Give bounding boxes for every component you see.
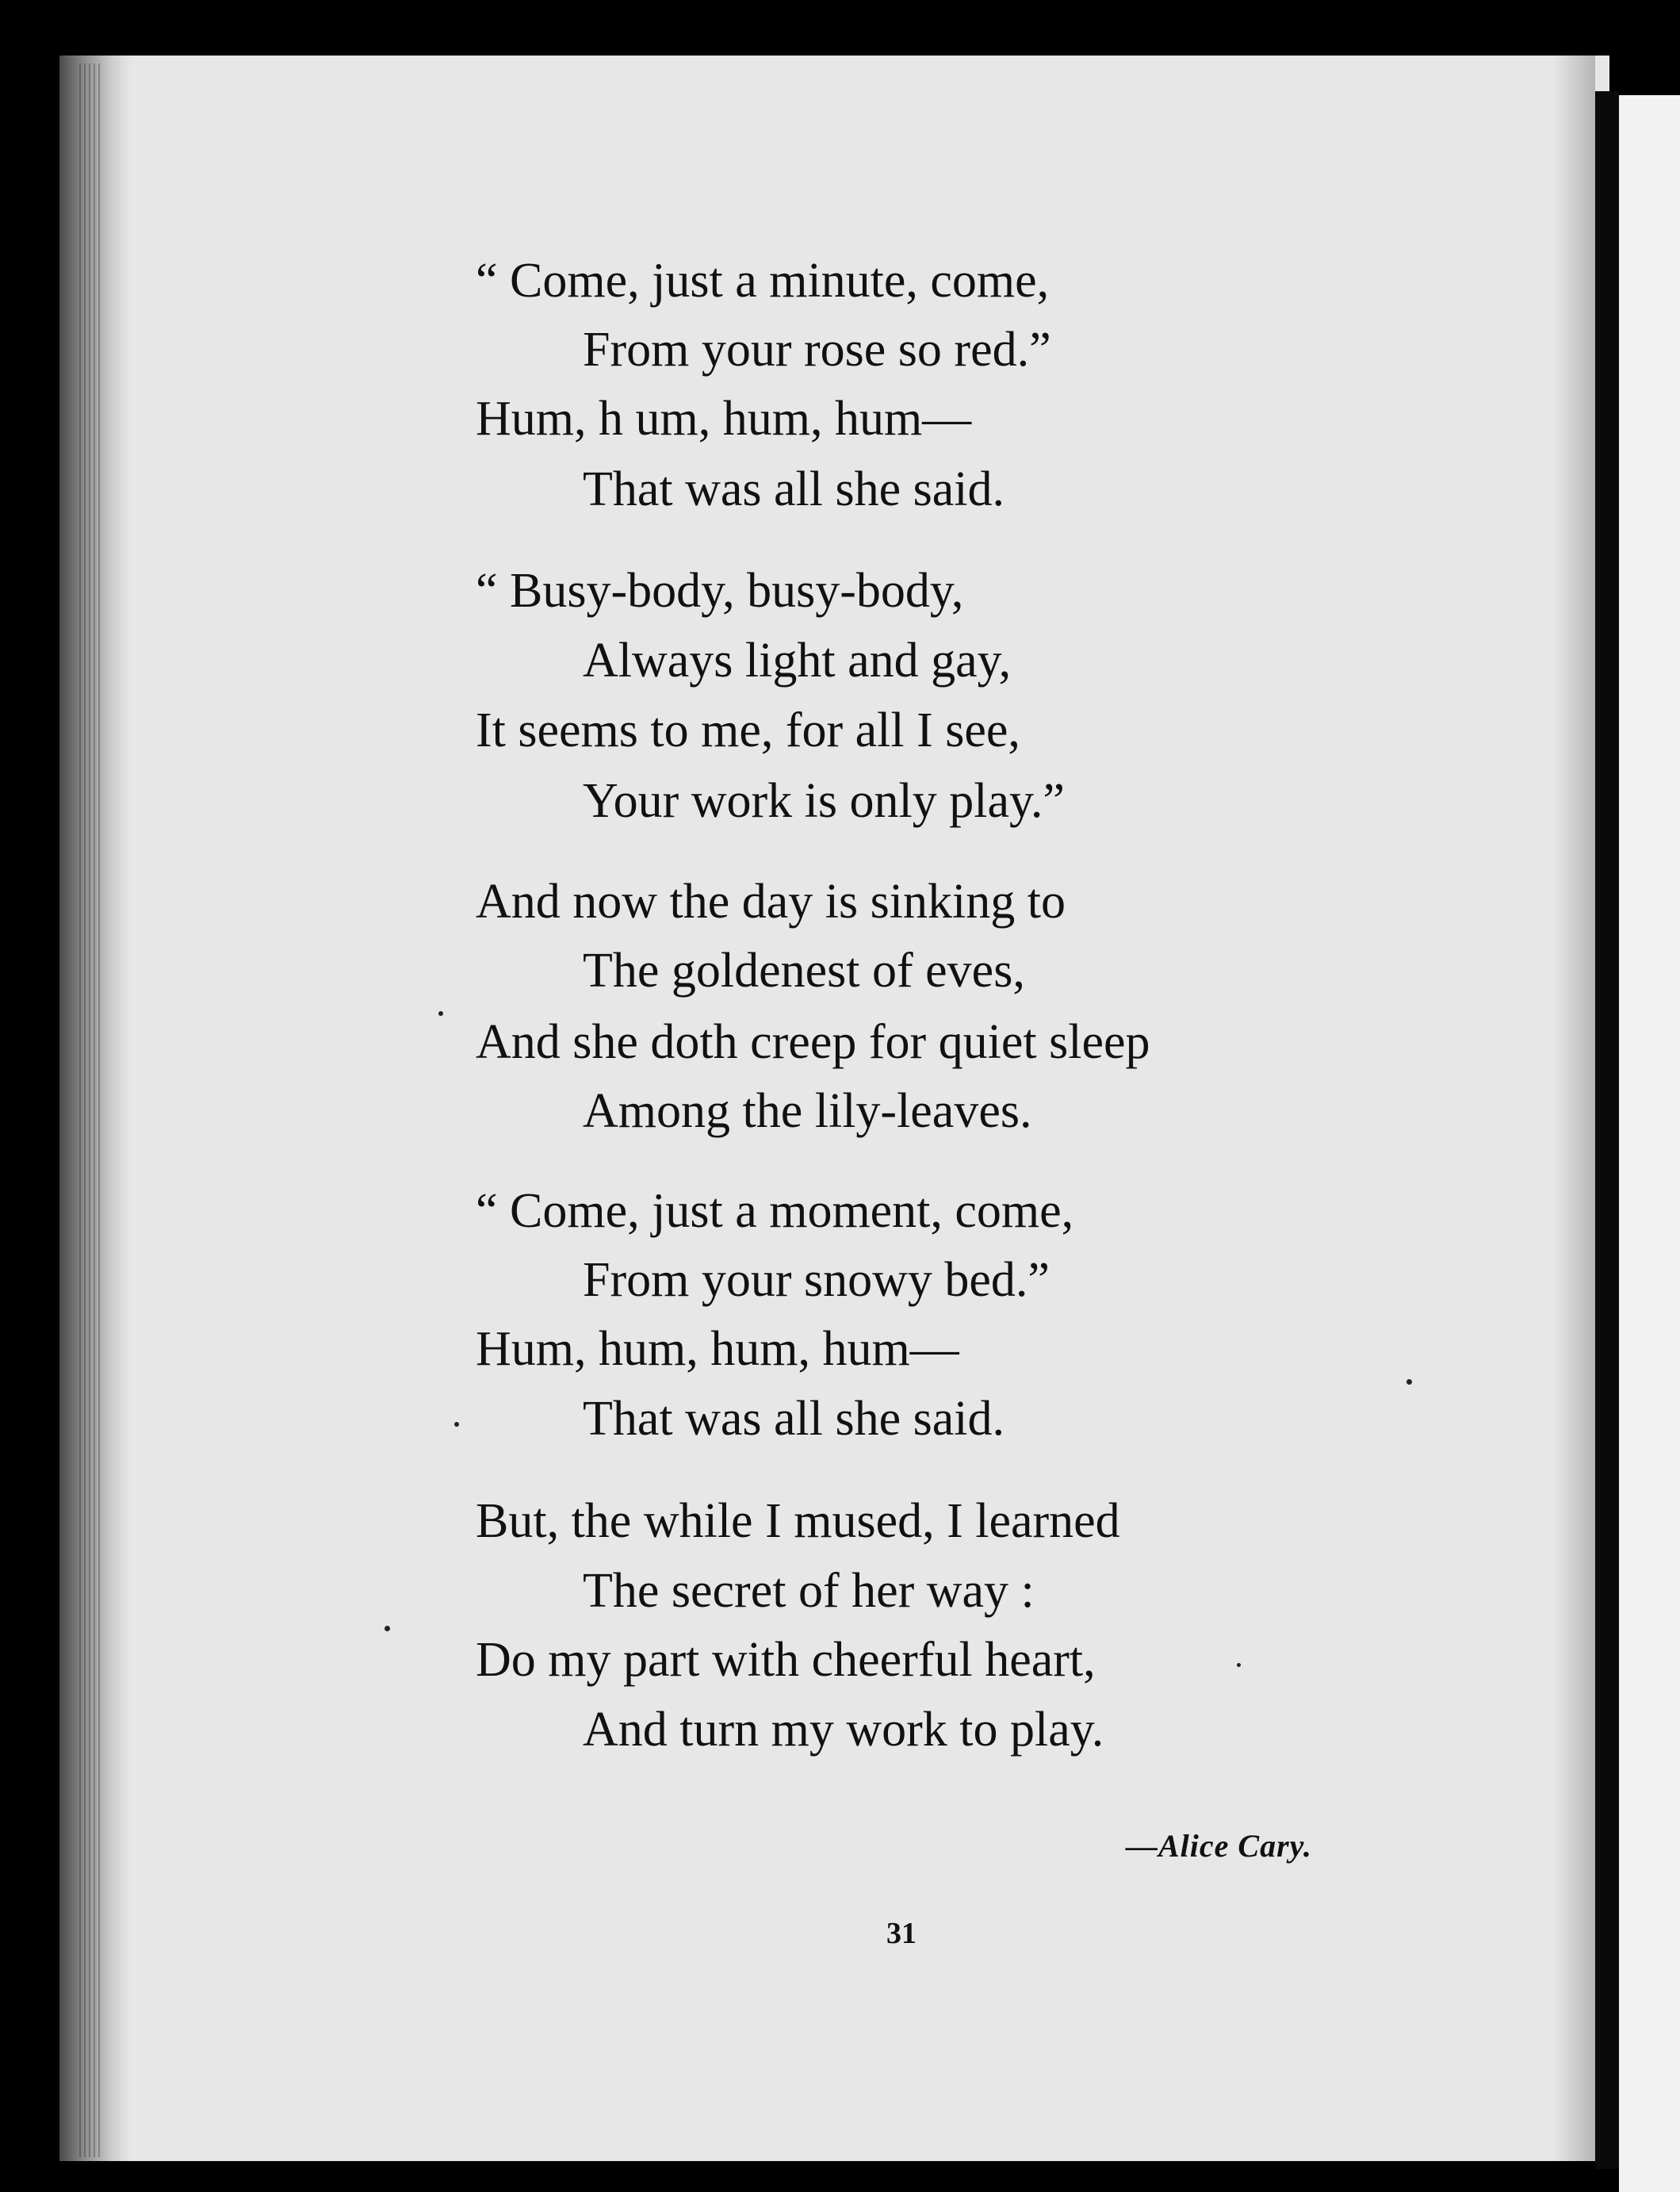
- poem-line: And she doth creep for quiet sleep: [476, 1015, 1150, 1069]
- page-number: 31: [886, 1917, 917, 1950]
- scan-speck: [438, 1011, 443, 1016]
- poem-line: From your rose so red.”: [583, 323, 1051, 377]
- poem-line: Among the lily-leaves.: [583, 1084, 1032, 1138]
- scan-speck: [1237, 1663, 1241, 1667]
- poem-line: “ Busy-body, busy-body,: [476, 564, 964, 618]
- poem-line: Do my part with cheerful heart,: [476, 1633, 1096, 1687]
- scan-speck: [385, 1626, 390, 1631]
- poem-line: And turn my work to play.: [583, 1703, 1104, 1757]
- poem-line: And now the day is sinking to: [476, 875, 1066, 929]
- scan-speck: [454, 1422, 459, 1427]
- poem-line: That was all she said.: [583, 1392, 1005, 1446]
- poem-line: Hum, hum, hum, hum—: [476, 1322, 959, 1376]
- poem-line: “ Come, just a minute, come,: [476, 254, 1050, 308]
- poem-line: From your snowy bed.”: [583, 1253, 1050, 1307]
- poem-line: Hum, h um, hum, hum—: [476, 392, 972, 446]
- poem-line: The goldenest of eves,: [583, 944, 1025, 998]
- poem-line: Your work is only play.”: [583, 774, 1065, 828]
- poem-line: Always light and gay,: [583, 634, 1012, 688]
- poem-line: That was all she said.: [583, 462, 1005, 516]
- poem-line: It seems to me, for all I see,: [476, 703, 1020, 757]
- poem-attribution: —Alice Cary.: [1126, 1828, 1312, 1864]
- poem-line: “ Come, just a moment, come,: [476, 1184, 1074, 1238]
- poem-line: The secret of her way :: [583, 1564, 1035, 1618]
- scan-speck: [1406, 1379, 1412, 1385]
- poem-line: But, the while I mused, I learned: [476, 1494, 1120, 1548]
